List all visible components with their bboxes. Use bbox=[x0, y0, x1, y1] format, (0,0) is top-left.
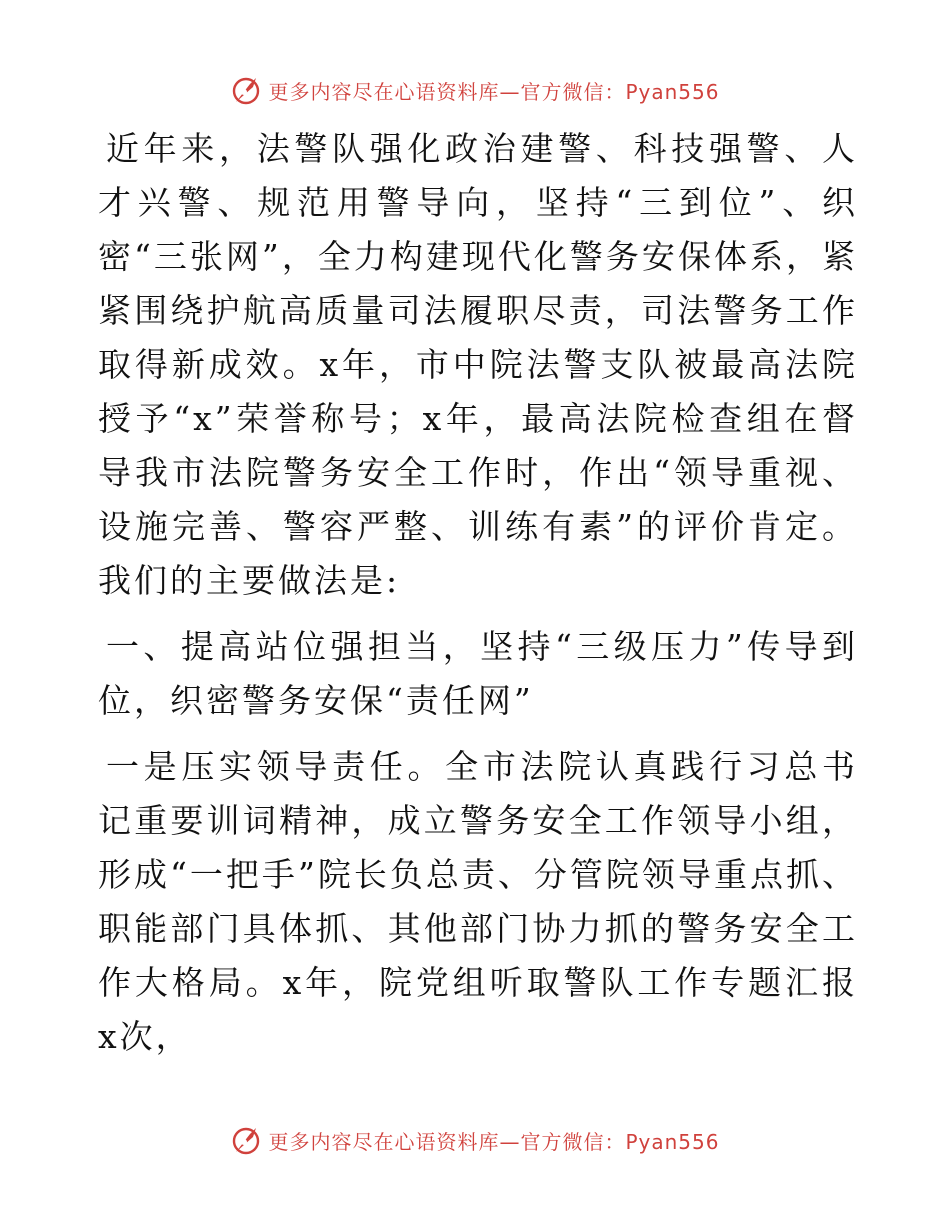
watermark-text: 更多内容尽在心语资料库—官方微信：Pyan556 bbox=[268, 1129, 720, 1154]
watermark-text: 更多内容尽在心语资料库—官方微信：Pyan556 bbox=[268, 79, 720, 104]
paragraph-leadership-responsibility: 一是压实领导责任。全市法院认真践行习总书记重要训词精神，成立警务安全工作领导小组，形成“一把手”院长负总责、分管院领导重点抓、职能部门具体抓、其他部门协力抓的警务安全工作大格局。x年，院党组听取警队工作专题汇报x次， bbox=[98, 747, 858, 1056]
footer-watermark bbox=[0, 1122, 950, 1158]
quill-circle-logo-icon bbox=[230, 74, 262, 106]
header-watermark bbox=[0, 72, 950, 108]
quill-circle-logo-icon bbox=[230, 1124, 262, 1156]
paragraph-intro: 近年来，法警队强化政治建警、科技强警、人才兴警、规范用警导向，坚持“三到位”、织密“三张网”，全力构建现代化警务安保体系，紧紧围绕护航高质量司法履职尽责，司法警务工作取得新成效。x年，市中院法警支队被最高法院授予“x”荣誉称号；x年，最高法院检查组在督导我市法院警务安全工作时，作出“领导重视、设施完善、警容严整、训练有素”的评价肯定。我们的主要做法是: bbox=[98, 129, 858, 600]
paragraph-section-heading: 一、提高站位强担当，坚持“三级压力”传导到位，织密警务安保“责任网” bbox=[98, 627, 858, 720]
document-body bbox=[98, 122, 858, 1064]
